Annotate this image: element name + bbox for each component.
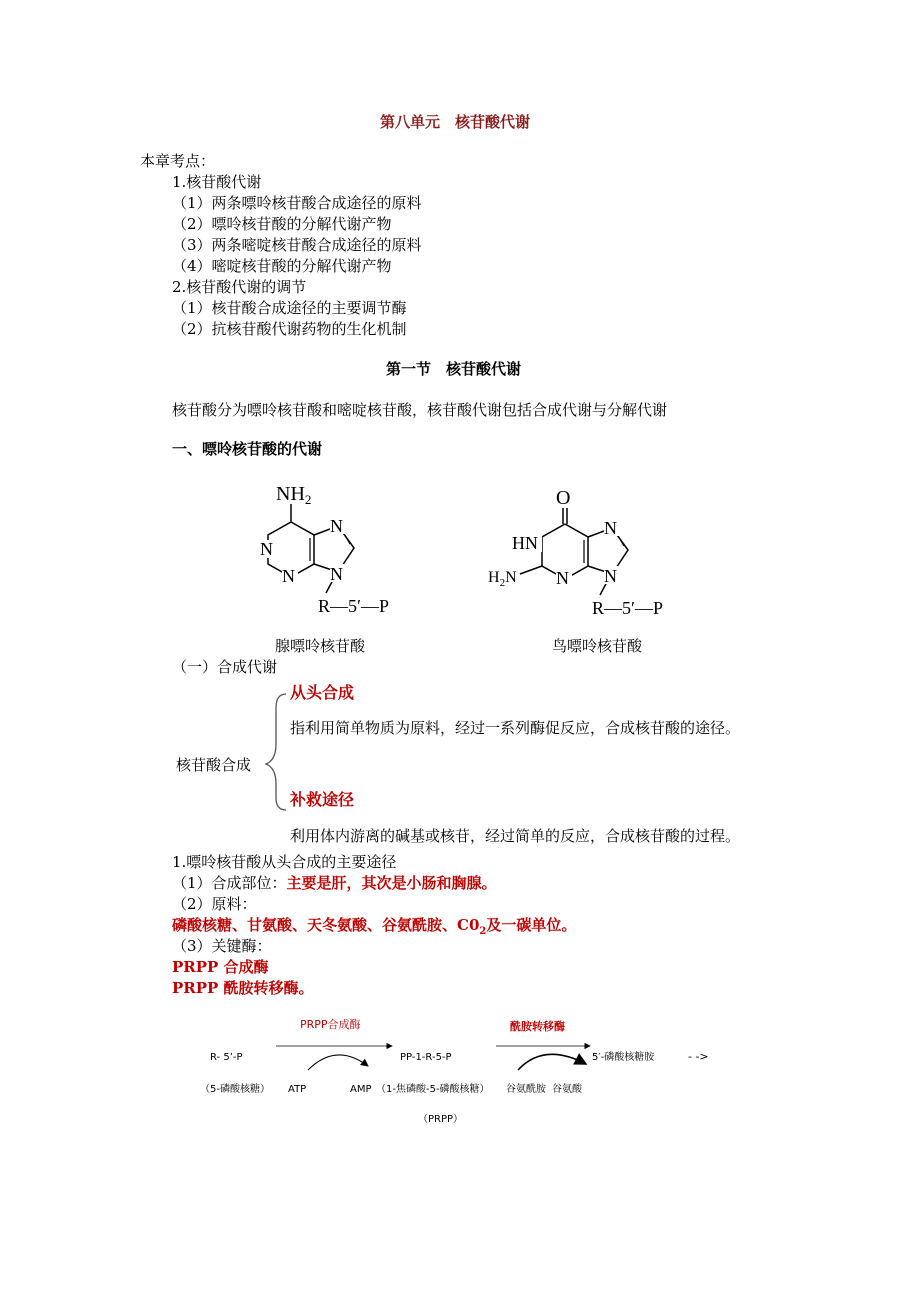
key-enzyme: PRPP 酰胺转移酶。 xyxy=(172,979,314,997)
gmp-n3: N xyxy=(556,568,569,588)
gmp-caption: 鸟嘌呤核苷酸 xyxy=(552,637,643,655)
outline-item: （2）抗核苷酸代谢药物的生化机制 xyxy=(172,320,407,338)
materials-value: 磷酸核糖、甘氨酸、天冬氨酸、谷氨酰胺、$C0_2$及一碳单位。 xyxy=(172,916,577,937)
de-novo-label: 从头合成 xyxy=(290,683,355,702)
outline-intro: 本章考点： xyxy=(140,152,216,170)
de-novo-description: 指利用简单物质为原料，经过一系列酶促反应，合成核苷酸的途径。 xyxy=(290,719,741,737)
amp-n3: N xyxy=(282,566,295,586)
gmp-hn-label: HN xyxy=(512,533,538,553)
continue-arrow: - -> xyxy=(688,1050,709,1063)
amp-nh2-label: $NH_2$ xyxy=(276,483,312,507)
section-heading: 一、嘌呤核苷酸的代谢 xyxy=(172,440,323,458)
intermediate-note: （1-焦磷酸-5-磷酸核糖） xyxy=(376,1084,490,1095)
outline-item: （4）嘧啶核苷酸的分解代谢产物 xyxy=(172,257,392,275)
enzyme-amidotransferase: 酰胺转移酶 xyxy=(510,1020,565,1033)
materials-label: （2）原料： xyxy=(172,895,257,913)
intermediate-prpp: PP-1-R-5-P xyxy=(400,1052,452,1063)
amp-n7: N xyxy=(330,516,343,536)
amp-ribose-phosphate: R—5′—P xyxy=(318,596,389,616)
atp-label: ATP xyxy=(288,1084,307,1095)
prpp-note: （PRPP） xyxy=(418,1114,464,1125)
gmp-o-label: O xyxy=(556,487,571,509)
outline-item: （1）核苷酸合成途径的主要调节酶 xyxy=(172,299,407,317)
salvage-description: 利用体内游离的碱基或核苷，经过简单的反应，合成核苷酸的过程。 xyxy=(290,827,741,845)
guanine-nucleotide-structure xyxy=(484,480,704,620)
gmp-h2n-label: $H_2N$ xyxy=(488,569,517,589)
gmp-n9: N xyxy=(604,566,617,586)
outline-item: 2.核苷酸代谢的调节 xyxy=(172,278,307,296)
substrate-note: （5-磷酸核糖） xyxy=(200,1084,270,1095)
outline-item: （1）两条嘌呤核苷酸合成途径的原料 xyxy=(172,194,422,212)
purine-de-novo-heading: 1.嘌呤核苷酸从头合成的主要途径 xyxy=(172,853,397,871)
gmp-ribose-phosphate: R—5′—P xyxy=(592,598,663,618)
synthesis-subtitle: （一）合成代谢 xyxy=(172,658,278,676)
amp-n1: N xyxy=(260,539,273,559)
product-phosphoribosylamine: 5′-磷酸核糖胺 xyxy=(592,1052,655,1063)
enzyme-prpp-synthetase: PRPP合成酶 xyxy=(300,1018,361,1031)
key-enzymes-label: （3）关键酶： xyxy=(172,937,272,955)
amp-caption: 腺嘌呤核苷酸 xyxy=(275,637,366,655)
section-title: 第一节 核苷酸代谢 xyxy=(386,360,522,378)
amp-label: AMP xyxy=(350,1084,372,1095)
glutamate-label: 谷氨酸 xyxy=(552,1084,582,1095)
synthesis-site-value: 主要是肝，其次是小肠和胸腺。 xyxy=(286,874,497,892)
classification-brace xyxy=(262,688,292,818)
synthesis-root-label: 核苷酸合成 xyxy=(176,756,252,774)
outline-item: （3）两条嘧啶核苷酸合成途径的原料 xyxy=(172,236,422,254)
outline-item: （2）嘌呤核苷酸的分解代谢产物 xyxy=(172,215,392,233)
prpp-pathway-diagram xyxy=(200,1010,740,1130)
synthesis-site xyxy=(172,873,497,894)
outline-item: 1.核苷酸代谢 xyxy=(172,173,262,191)
amp-n9: N xyxy=(330,564,343,584)
glutamine-label: 谷氨酰胺 xyxy=(506,1084,546,1095)
key-enzyme: PRPP 合成酶 xyxy=(172,958,269,976)
synthesis-site-label: （1）合成部位： xyxy=(172,874,287,892)
gmp-n7: N xyxy=(604,518,617,538)
section-intro: 核苷酸分为嘌呤核苷酸和嘧啶核苷酸，核苷酸代谢包括合成代谢与分解代谢 xyxy=(172,401,668,419)
adenine-nucleotide-structure xyxy=(230,478,430,618)
page-title: 第八单元 核苷酸代谢 xyxy=(380,113,531,131)
substrate-r5p: R- 5’-P xyxy=(210,1052,243,1063)
salvage-label: 补救途径 xyxy=(290,790,355,809)
